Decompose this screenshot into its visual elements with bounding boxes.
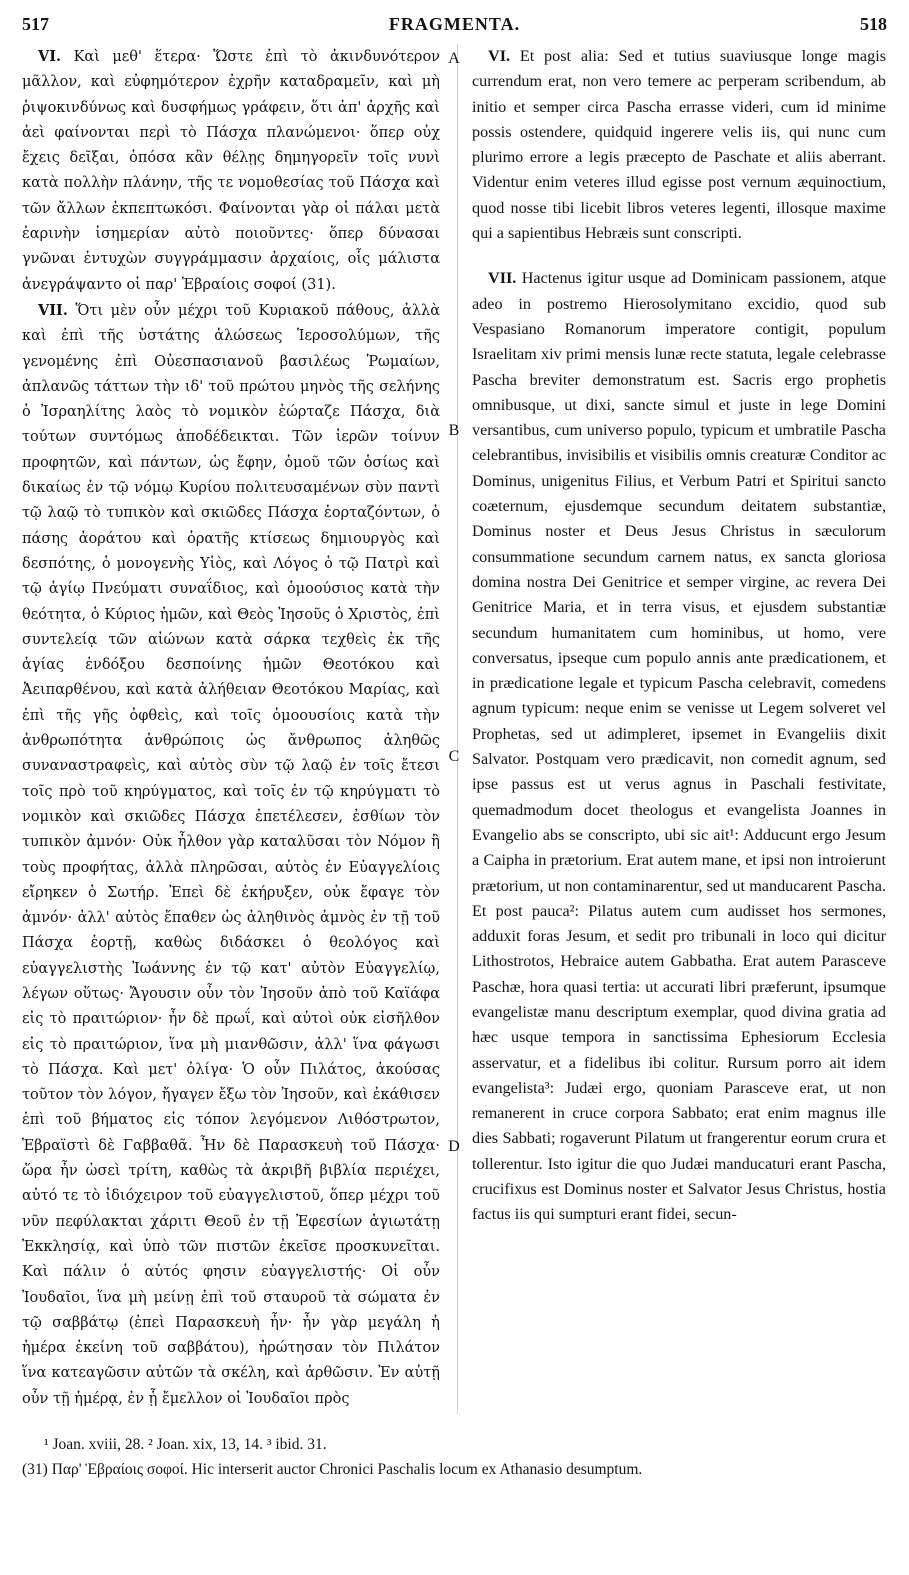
page-header bbox=[22, 14, 887, 40]
margin-marker-a: A bbox=[448, 50, 460, 67]
section-text: Et post alia: Sed et tutius suaviusque longe magis currendum erat, non vero temere ac perperam scribendum, ab initio et semper circa Pascha errasse videri, cum id minime possis ostendere, quidquid ingerere velis iis, qui nunc cum plurimo errore a legis præcepto de Paschate et aliis aberrant. Videntur enim veteres illud egisse post vernum æquinoctium, quod nosse tibi licebit libros veteres legenti, illosque maxime qui a sapientibus Hebræis sunt conscripti. bbox=[472, 47, 887, 243]
greek-section-7 bbox=[22, 298, 440, 1412]
section-text: Hactenus igitur usque ad Dominicam passionem, atque adeo in postremo Hierosolymitano excidio, quod sub Vespasiano Romanorum imperatore contigit, populum Israelitam xiv primi mensis lunæ recte statuta, legale celebrasse Pascha breviter demonstratum est. Sacris ergo prophetis omnibusque, ut dixi, sancte simul et juste in lege Domini versantibus, cum universo populo, typicum et umbratile Pascha celebrantibus, invisibilis et visibilis omnis creaturæ Conditor ac Dominus, unigenitus Filius, et Verbum Patri et Spiritui sancto coæternum, ejusdemque secundum deitatem substantiæ, Dominus noster et Deus Jesus Christus in sæculorum consummatione secundum carnem natus, ex sancta gloriosa domina nostra Dei Genitrice et semper virgine, ac revera Dei Genitrice Maria, et in terra visus, et ejusdem substantiæ secundum humanitatem cum hominibus, ut homo, vere conversatus, ipseque cum populo annis ante prædicationem, et in prædicatione legale et typicum Pascha celebravit, comedens agnum typicum: neque enim se venisse ut Legem solveret vel Prophetas, sed ut adimpleret, ipsemet in Evangeliis dixit Salvator. Postquam vero prædicavit, non comedit agnum, sed ipse passus est ut verus agnus in Paschali festivitate, quemadmodum docet theologus et evangelista Joannes in Evangelio abs se conscripto, ubi sic ait¹: Adducunt ergo Jesum a Caipha in prætorium. Erat autem mane, et ipsi non introierunt prætorium, ut non contaminarentur, sed ut manducarent Pascha. Et post pauca²: Pilatus autem cum audisset hos sermones, adduxit foras Jesum, et sedit pro tribunali in loco qui dicitur Lithostrotos, Hebraice autem Gabbatha. Erat autem Parasceve Paschæ, hora quasi tertia: ut accurati libri præferunt, ipsumque evangelistæ manu descriptum exemplar, quod divina gratia ad hæc usque tempora in sanctissima Ephesiorum Ecclesia asservatur, et a fidelibus ibi colitur. Rursum porro ait idem evangelista³: Judæi ergo, quoniam Parasceve erat, ut non remanerent in cruce corpora Sabbato; erat enim magnus ille dies Sabbati; rogaverunt Pilatum ut frangerentur eorum crura et tollerentur. Isto igitur die quo Judæi manducaturi erant Pascha, crucifixus est Dominus noster et Salvator Jesus Christus, hostia factus iis qui sumpturi erant fidei, secun- bbox=[472, 269, 886, 1224]
latin-section-6 bbox=[472, 44, 886, 246]
section-text: Καὶ μεθ' ἕτερα· Ὥστε ἐπὶ τὸ ἀκινδυνότερον μᾶλλον, καὶ εὐφημότερον ἐχρῆν καταδραμεῖν, καὶ μὴ ῥιψοκινδύνως καὶ δυσφήμως γράφειν, ὅτι ἀπ' ἀρχῆς καὶ ἀεὶ φαίνονται περὶ τὸ Πάσχα πλανώμενοι· ὅπερ οὐχ ἔχεις δεῖξαι, ὁπόσα κἂν θέλῃς δημηγορεῖν τοῖς νυνὶ κατὰ πολλὴν πλάνην, τῆς τε νομοθεσίας τοῦ Πάσχα καὶ τῶν ἄλλων ἐκπεπτωκόσι. Φαίνονται γὰρ οἱ πάλαι μετὰ ἐαρινὴν ἰσημερίαν αὐτὸ ποιοῦντες· ὅπερ δύνασαι γνῶναι ἐντυχὼν συγγράμμασιν ἀρχαίοις, οἷς μάλιστα ἀνεγράψαντο οἱ παρ' Ἑβραίοις σοφοί (31). bbox=[22, 49, 441, 293]
greek-section-6 bbox=[22, 44, 440, 298]
running-title: FRAGMENTA. bbox=[388, 14, 521, 34]
latin-section-7 bbox=[472, 266, 886, 1227]
footnote-references: ¹ Joan. xviii, 28. ² Joan. xix, 13, 14. ³ ibid. 31. bbox=[44, 1436, 327, 1453]
margin-marker-d: D bbox=[448, 1138, 460, 1155]
section-number: VII. bbox=[488, 269, 517, 288]
margin-marker-c: C bbox=[448, 748, 460, 765]
column-divider bbox=[457, 44, 458, 1414]
section-number: VI. bbox=[488, 47, 511, 65]
left-page-number: 517 bbox=[22, 14, 49, 34]
footnotes bbox=[22, 1432, 887, 1482]
footnote-31: (31) Παρ' Ἑβραίοις σοφοί. Hic interserit auctor Chronici Paschalis locum ex Athanasio desumptum. bbox=[22, 1461, 643, 1478]
section-number: VI. bbox=[38, 48, 62, 65]
section-text: Ὅτι μὲν οὖν μέχρι τοῦ Κυριακοῦ πάθους, ἀλλὰ καὶ ἐπὶ τῆς ὑστάτης ἁλώσεως Ἱεροσολύμων, τῆς γενομένης ἐπὶ Οὐεσπασιανοῦ βασιλέως Ῥωμαίων, ἀπλανῶς τάττων τὴν ιδ' τοῦ πρώτου μηνὸς τῆς σελήνης ὁ Ἰσραηλίτης λαὸς τὸ νομικὸν ἑώρταζε Πάσχα, διὰ τούτων συντόμως ἀποδέδεικται. Τῶν ἱερῶν τοίνυν προφητῶν, καὶ πάντων, ὡς ἔφην, ὁμοῦ τῶν ὁσίως καὶ δικαίως ἐν τῷ νόμῳ Κυρίου πολιτευσαμένων σὺν παντὶ τῷ λαῷ τὸ τυπικὸν καὶ σκιῶδες Πάσχα ἑορταζόντων, ὁ πάσης ἀοράτου καὶ ὁρατῆς κτίσεως δημιουργὸς καὶ δεσπότης, ὁ μονογενὴς Υἱὸς, καὶ Λόγος ὁ τῷ Πατρὶ καὶ τῷ ἁγίῳ Πνεύματι συναΐδιος, καὶ ὁμοούσιος κατὰ τὴν θεότητα, ὁ Κύριος ἡμῶν, καὶ Θεὸς Ἰησοῦς ὁ Χριστὸς, ἐπὶ συντελείᾳ τῶν αἰώνων κατὰ σάρκα τεχθεὶς ἐκ τῆς ἁγίας ἐνδόξου δεσποίνης ἡμῶν Θεοτόκου καὶ Ἀειπαρθένου, καὶ κατὰ ἀλήθειαν Θεοτόκου Μαρίας, καὶ ἐπὶ τῆς γῆς ὀφθεὶς, καὶ τοῖς ὁμοουσίοις κατὰ τὴν ἀνθρωπότητα ἀνθρώποις ὡς ἄνθρωπος ἀληθῶς συναναστραφεὶς, καὶ αὐτὸς σὺν τῷ λαῷ ἐν τοῖς ἔτεσι τοῖς πρὸ τοῦ κηρύγματος, καὶ τοῖς ἐν τῷ κηρύγματι τὸ νομικὸν καὶ σκιῶδες Πάσχα ἐπετέλεσεν, ἐσθίων τὸν τυπικὸν ἀμνόν· Οὐκ ἦλθον γὰρ καταλῦσαι τὸν Νόμον ἢ τοὺς προφήτας, ἀλλὰ πληρῶσαι, αὐτὸς ἐν Εὐαγγελίοις εἴρηκεν ὁ Σωτήρ. Ἐπεὶ δὲ ἐκήρυξεν, οὐκ ἔφαγε τὸν ἀμνόν· ἀλλ' αὐτὸς ἔπαθεν ὡς ἀληθινὸς ἀμνὸς ἐν τῇ τοῦ Πάσχα ἑορτῇ, καθὼς διδάσκει ὁ θεολόγος καὶ εὐαγγελιστὴς Ἰωάννης ἐν τῷ κατ' αὐτὸν Εὐαγγελίῳ, λέγων οὕτως· Ἄγουσιν οὖν τὸν Ἰησοῦν ἀπὸ τοῦ Καϊάφα εἰς τὸ πραιτώριον· ἦν δὲ πρωΐ, καὶ αὐτοὶ οὐκ εἰσῆλθον εἰς τὸ πραιτώριον, ἵνα μὴ μιανθῶσιν, ἀλλ' ἵνα φάγωσι τὸ Πάσχα. Καὶ μετ' ὀλίγα· Ὁ οὖν Πιλάτος, ἀκούσας τοῦτον τὸν λόγον, ἤγαγεν ἔξω τὸν Ἰησοῦν, καὶ ἐκάθισεν ἐπὶ τοῦ βήματος εἰς τόπον λεγόμενον Λιθόστρωτον, Ἑβραϊστὶ δὲ Γαββαθᾶ. Ἦν δὲ Παρασκευὴ τοῦ Πάσχα· ὥρα ἦν ὡσεὶ τρίτη, καθὼς τὰ ἀκριβῆ βιβλία περιέχει, αὐτό τε τὸ ἰδιόχειρον τοῦ εὐαγγελιστοῦ, ὅπερ μέχρι τοῦ νῦν πεφύλακται χάριτι Θεοῦ ἐν τῇ Ἐφεσίων ἁγιωτάτῃ Ἐκκλησίᾳ, καὶ ὑπὸ τῶν πιστῶν ἐκεῖσε προσκυνεῖται. Καὶ πάλιν ὁ αὐτός φησιν εὐαγγελιστής· Οἱ οὖν Ἰουδαῖοι, ἵνα μὴ μείνῃ ἐπὶ τοῦ σταυροῦ τὰ σώματα ἐν τῷ σαββάτῳ (ἐπεὶ Παρασκευὴ ἦν· ἦν γὰρ μεγάλη ἡ ἡμέρα ἐκείνη τοῦ σαββάτου), ἠρώτησαν τὸν Πιλάτον ἵνα κατεαγῶσιν αὐτῶν τὰ σκέλη, καὶ ἀρθῶσιν. Ἐν αὐτῇ οὖν τῇ ἡμέρᾳ, ἐν ᾗ ἔμελλον οἱ Ἰουδαῖοι πρὸς bbox=[22, 302, 441, 1407]
margin-marker-b: B bbox=[448, 422, 460, 439]
latin-column bbox=[472, 44, 886, 1228]
greek-column bbox=[22, 44, 440, 1412]
right-page-number: 518 bbox=[860, 14, 887, 34]
section-number: VII. bbox=[38, 301, 68, 319]
